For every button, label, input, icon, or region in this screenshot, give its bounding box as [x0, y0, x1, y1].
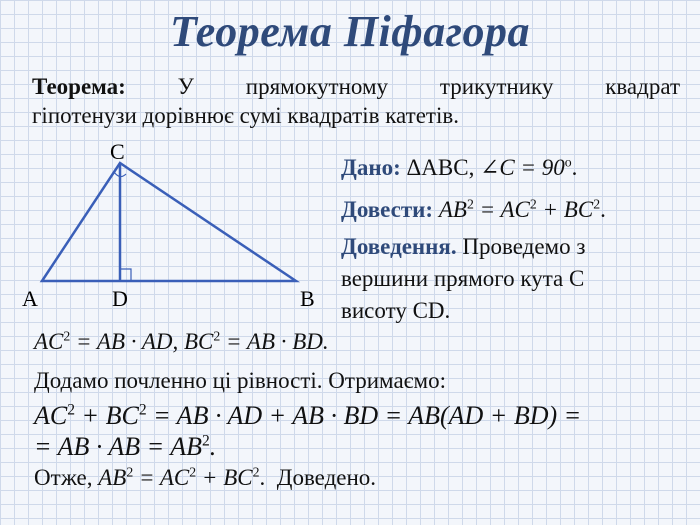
theorem-word: У [177, 74, 194, 99]
conclusion-done: Доведено. [276, 465, 377, 490]
theorem-label: Теорема: [32, 74, 126, 99]
prove-label: Довести: [341, 197, 434, 222]
conclusion-line: Отже, $AB^2 = AC^2 + BC^2$. Доведено. [34, 464, 377, 490]
given-line: Дано: ΔABC, ∠C = $90^o$. [341, 154, 578, 180]
theorem-line-2: гіпотенузи дорівнює сумі квадратів катетів. [32, 103, 459, 128]
theorem-word: трикутнику [439, 74, 554, 99]
proof-line-3: висоту CD. [341, 298, 451, 323]
prove-equation: $AB^2 = AC^2 + BC^2$ [438, 196, 601, 222]
proof-line-1: Доведення. Проведемо з [341, 234, 586, 259]
vertex-label-c: C [110, 139, 125, 164]
theorem-word: прямокутному [245, 74, 389, 99]
theorem-word: квадрат [605, 74, 680, 99]
conclusion-prefix: Отже, [34, 465, 93, 490]
proof-line-2: вершини прямого кута C [341, 266, 585, 291]
triangle-abc [42, 163, 296, 281]
add-text: Додамо почленно ці рівності. Отримаємо: [34, 368, 446, 393]
equation-2-line-2: = AB · AB = $AB^2$. [34, 432, 217, 461]
proof-label: Доведення. [341, 234, 457, 259]
vertex-label-b: B [300, 286, 315, 311]
equation-2-line-1: $AC^2 + BC^2$ = AB · AD + AB · BD = AB(AD + BD) = [34, 401, 582, 430]
conclusion-equation: $AB^2 = AC^2 + BC^2$ [98, 464, 260, 490]
page-title: Теорема Піфагора [170, 7, 530, 56]
given-angle: ∠C = $90^o$ [480, 154, 572, 180]
vertex-label-d: D [112, 286, 128, 311]
vertex-label-a: A [22, 286, 38, 311]
prove-line: Довести: $AB^2 = AC^2 + BC^2$. [341, 196, 606, 222]
given-label: Дано: [341, 155, 401, 180]
equation-1: $AC^2$ = AB · AD, $BC^2$ = AB · BD. [34, 328, 329, 354]
given-triangle: ΔABC, [406, 155, 475, 180]
right-angle-mark-d [120, 269, 131, 281]
